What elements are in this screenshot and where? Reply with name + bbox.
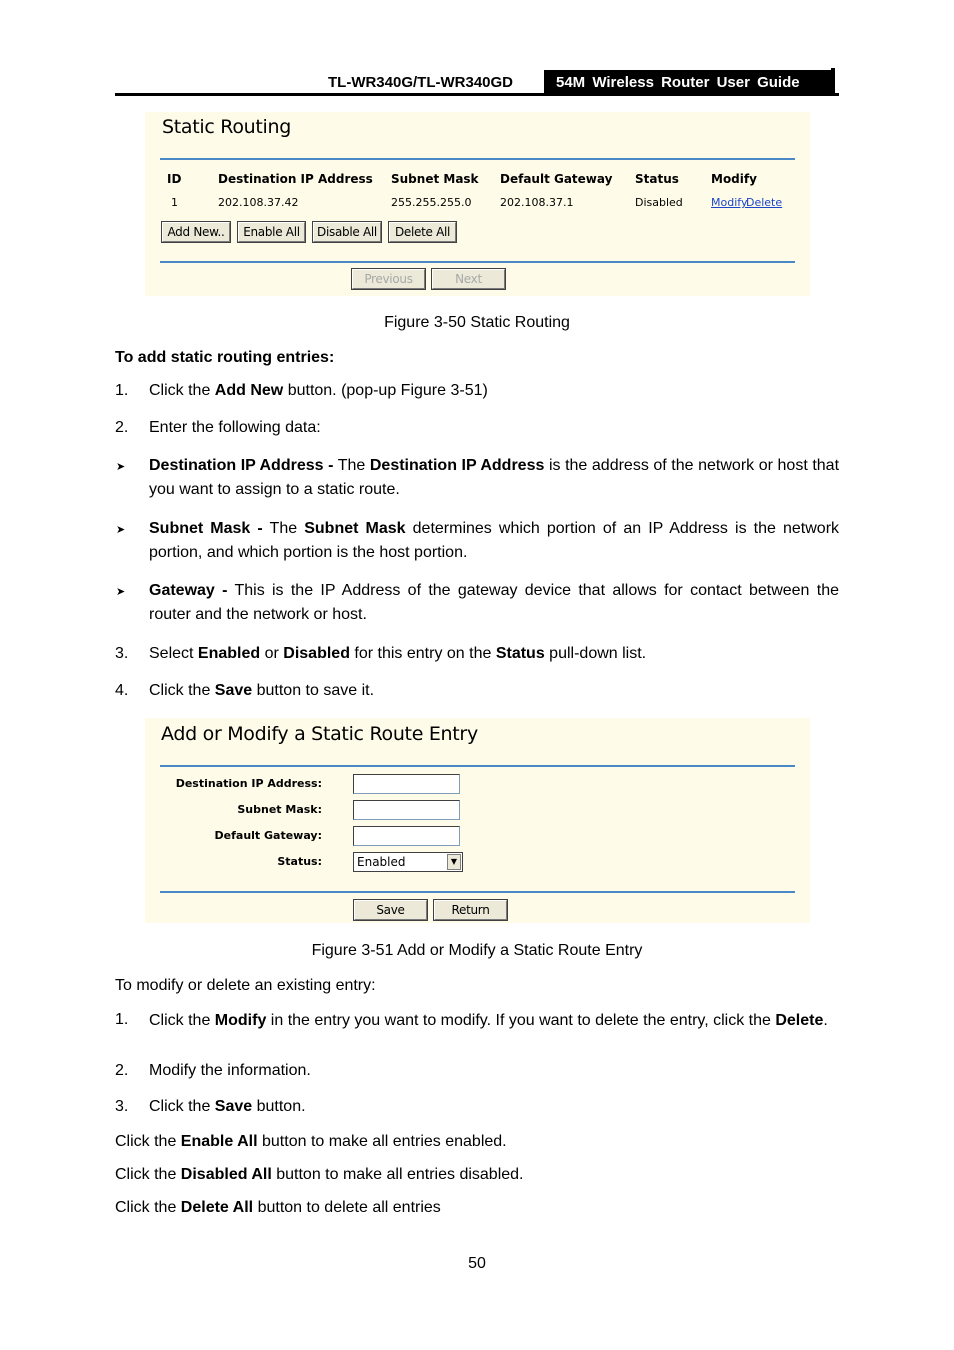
disabled-all-note [115,1163,523,1187]
emphasis: Save [214,682,253,699]
emphasis: Subnet Mask [304,520,406,537]
step-number: 1. [115,382,129,399]
chevron-down-icon[interactable]: ▼ [447,854,461,870]
bullet-arrow-icon: ➤ [116,586,126,598]
step-save [149,679,839,703]
text: . [823,1012,828,1029]
add-modify-panel [145,718,810,923]
step-number: 4. [115,682,129,699]
col-id: ID [167,172,182,186]
text: for this entry on the [349,645,496,662]
row-gateway: 202.108.37.1 [500,196,574,209]
emphasis: Status [495,645,545,662]
status-label: Status: [277,855,322,868]
text: Click the [149,1098,215,1115]
text: or [260,645,284,662]
text: button to make all entries disabled. [271,1166,524,1183]
emphasis: Disabled [283,645,350,662]
emphasis: Delete All [180,1199,254,1216]
header-guide: 54M Wireless Router User Guide [544,70,831,94]
add-new-button[interactable]: Add New.. [162,222,230,242]
emphasis: Destination IP Address - [149,457,334,474]
modify-intro: To modify or delete an existing entry: [115,977,376,994]
delete-all-note [115,1196,441,1220]
text: Click the [115,1166,181,1183]
status-select[interactable] [353,852,463,872]
panel-rule-top [160,158,795,160]
page-number: 50 [468,1255,486,1272]
text: button to save it. [252,682,375,699]
step-number: 2. [115,419,129,436]
header-model: TL-WR340G/TL-WR340GD [328,74,514,91]
subnet-mask-label: Subnet Mask: [237,803,322,816]
delete-link[interactable]: Delete [746,196,783,209]
text: in the entry you want to modify. If you want to delete the entry, click the [266,1012,776,1029]
figure-3-50-caption: Figure 3-50 Static Routing [384,314,570,331]
panel-rule-top [160,765,795,767]
text: button. [252,1098,306,1115]
step-enter-data: Enter the following data: [149,419,321,436]
text: button to delete all entries [253,1199,441,1216]
status-select-value: Enabled [357,855,406,869]
text: pull-down list. [544,645,647,662]
step-click-save [149,1095,839,1119]
enable-all-note [115,1130,507,1154]
col-status: Status [635,172,679,186]
panel-title: Add or Modify a Static Route Entry [161,723,478,745]
bullet-arrow-icon: ➤ [116,524,126,536]
delete-all-button[interactable]: Delete All [389,222,456,242]
step-number: 3. [115,645,129,662]
default-gateway-label: Default Gateway: [214,829,322,842]
text: Select [149,645,198,662]
panel-rule-bottom [160,891,795,893]
destination-ip-input[interactable] [353,774,460,794]
text: button. (pop-up Figure 3-51) [283,382,488,399]
disable-all-button[interactable]: Disable All [313,222,381,242]
emphasis: Add New [214,382,284,399]
previous-button[interactable]: Previous [352,269,425,289]
enable-all-button[interactable]: Enable All [238,222,305,242]
text: is the address of the network or host that you want to assign to a static route. [149,457,840,498]
col-modify: Modify [711,172,757,186]
step-number: 1. [115,1011,129,1028]
text: The [262,520,305,537]
row-id: 1 [171,196,178,209]
text: Click the [149,382,215,399]
emphasis: Destination IP Address [369,457,545,474]
emphasis: Modify [214,1012,267,1029]
text: Click the [149,1012,215,1029]
step-add-new [149,379,839,403]
default-gateway-input[interactable] [353,826,460,846]
emphasis: Disabled All [180,1166,272,1183]
return-button[interactable]: Return [434,900,507,920]
emphasis: Enable All [180,1133,258,1150]
destination-ip-label: Destination IP Address: [175,777,322,790]
step-number: 2. [115,1062,129,1079]
emphasis: Enabled [197,645,261,662]
text: The [333,457,370,474]
emphasis: Delete [775,1012,824,1029]
row-status: Disabled [635,196,683,209]
save-button[interactable]: Save [354,900,427,920]
emphasis: Gateway - [149,582,228,599]
header-rule [115,93,839,96]
subnet-mask-input[interactable] [353,800,460,820]
emphasis: Subnet Mask - [149,520,263,537]
step-number: 3. [115,1098,129,1115]
header-bar [831,68,835,94]
static-routing-panel [145,112,810,296]
bullet-gateway [149,579,839,627]
bullet-subnet-mask [149,517,839,565]
next-button[interactable]: Next [432,269,505,289]
step-modify-info: Modify the information. [149,1062,311,1079]
step-select-status [149,642,839,666]
col-default-gateway: Default Gateway [500,172,613,186]
text: This is the IP Address of the gateway device that allows for contact between the router and the network or host. [149,582,839,623]
row-destination: 202.108.37.42 [218,196,299,209]
text: button to make all entries enabled. [257,1133,507,1150]
row-subnet-mask: 255.255.255.0 [391,196,472,209]
bullet-destination-ip [149,454,839,502]
panel-rule-bottom [160,261,795,263]
col-subnet-mask: Subnet Mask [391,172,479,186]
modify-link[interactable]: Modify [711,196,748,209]
add-entries-heading: To add static routing entries: [115,349,335,366]
emphasis: Save [214,1098,253,1115]
col-destination: Destination IP Address [218,172,373,186]
text: Click the [115,1133,181,1150]
panel-title: Static Routing [162,116,292,138]
text: determines which portion of an IP Address is the network portion, and which portion is the host portion. [149,520,840,561]
text: Click the [115,1199,181,1216]
figure-3-51-caption: Figure 3-51 Add or Modify a Static Route Entry [311,942,643,959]
bullet-arrow-icon: ➤ [116,461,126,473]
step-click-modify [149,1008,839,1033]
text: Click the [149,682,215,699]
